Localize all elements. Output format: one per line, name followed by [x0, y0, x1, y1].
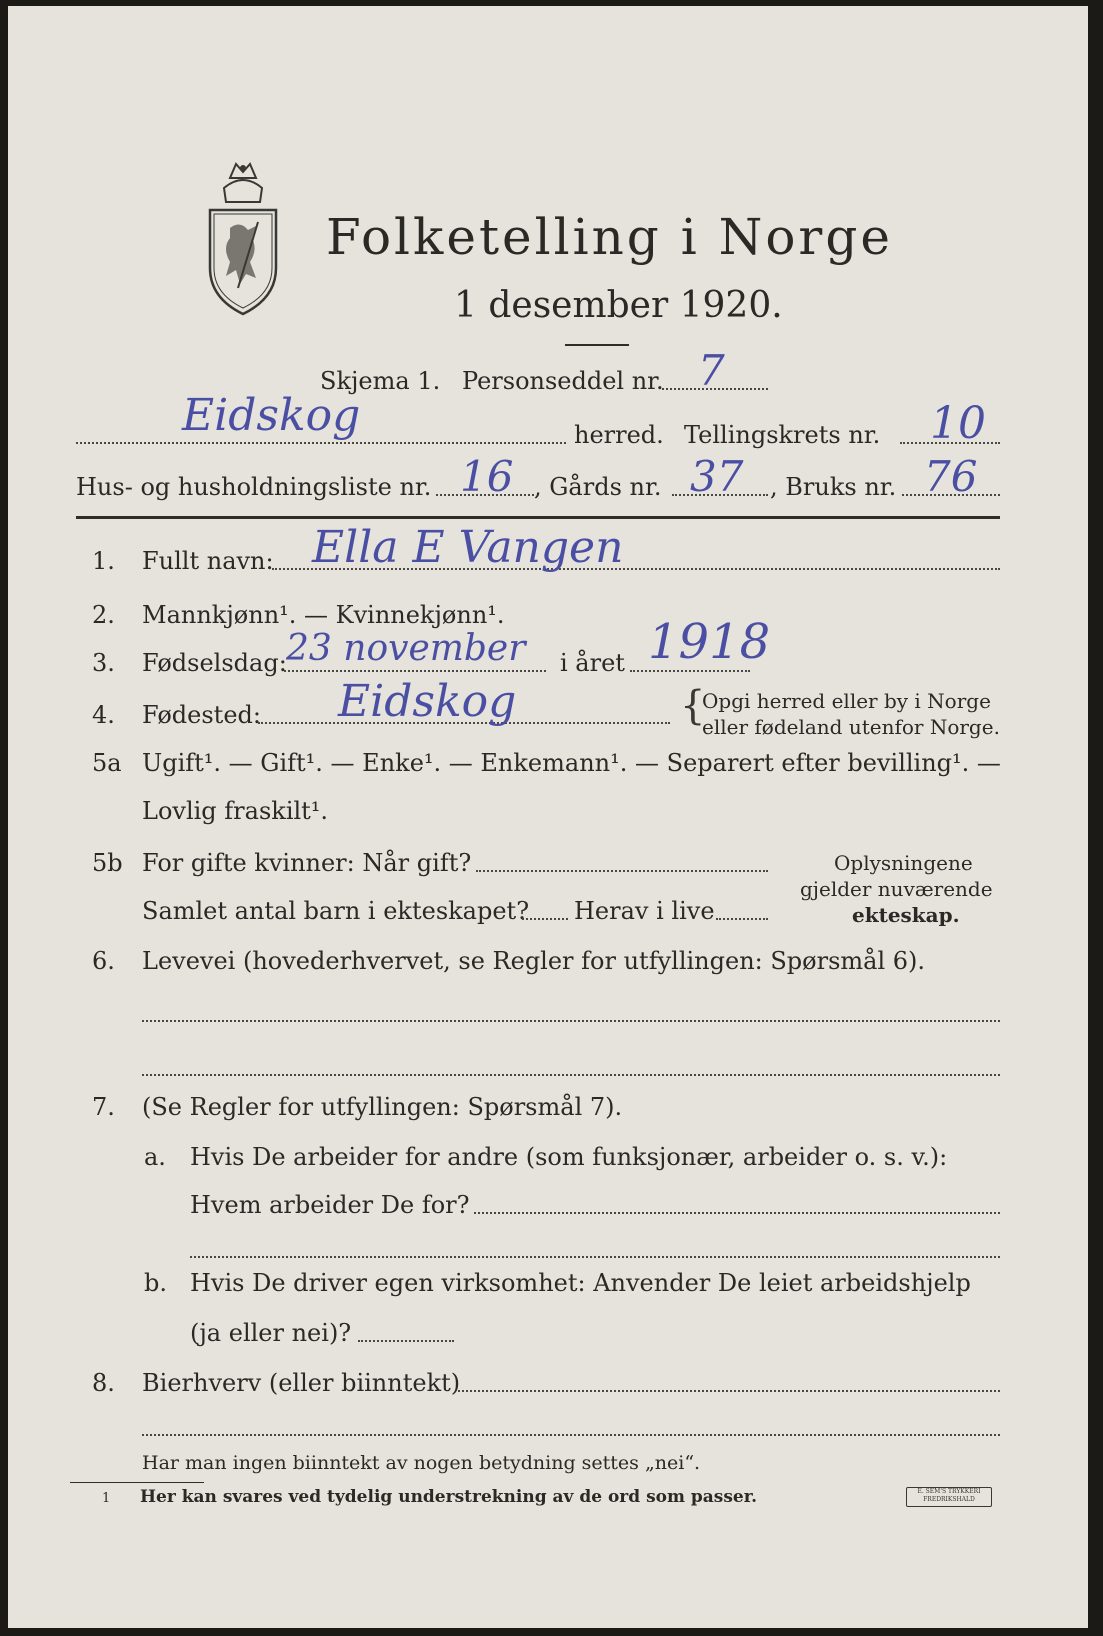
- q6-label: Levevei (hovederhvervet, se Regler for utfyllingen: Spørsmål 6).: [142, 947, 926, 975]
- footnote-text: Her kan svares ved tydelig understrekning av de ord som passer.: [140, 1487, 758, 1507]
- q3-date-line: [284, 670, 546, 672]
- footnote-mark: 1: [102, 1491, 111, 1506]
- q5b-note-line2: [800, 876, 993, 902]
- q3-label: Fødselsdag:: [142, 649, 287, 677]
- q2-number: 2.: [92, 601, 115, 629]
- q6-number: 6.: [92, 947, 115, 975]
- q7a-line1: Hvis De arbeider for andre (som funksjonær, arbeider o. s. v.):: [190, 1143, 948, 1171]
- q5b-line2a: Samlet antal barn i ekteskapet?: [142, 897, 530, 925]
- printer-stamp: E. SEM'S TRYKKERI FREDRIKSHALD: [906, 1487, 992, 1507]
- q8-label: Bierhverv (eller biinntekt): [142, 1369, 461, 1397]
- section-divider: [76, 516, 1000, 519]
- q5a-line2: Lovlig fraskilt¹.: [142, 797, 329, 825]
- q5b-alive-line: [716, 918, 768, 920]
- q5a-number: 5a: [92, 749, 122, 777]
- q5a-line1: Ugift¹. — Gift¹. — Enke¹. — Enkemann¹. — Separert efter bevilling¹. —: [142, 749, 1001, 777]
- tellingskrets-number: 10: [930, 398, 986, 449]
- q4-note-line2: eller fødeland utenfor Norge.: [702, 715, 1000, 739]
- q4-label: Fødested:: [142, 701, 261, 729]
- q8-line-2: [142, 1434, 1000, 1436]
- q4-birthplace-value: Eidskog: [338, 676, 517, 727]
- q5b-children-line: [522, 918, 568, 920]
- q3-date-value: 23 november: [286, 628, 526, 669]
- q7a-letter: a.: [144, 1143, 166, 1171]
- q8-line-1: [458, 1390, 1000, 1392]
- q7-number: 7.: [92, 1093, 115, 1121]
- q1-number: 1.: [92, 547, 115, 575]
- form-title: Folketelling i Norge: [326, 208, 893, 266]
- q3-year-label: i året: [560, 649, 625, 677]
- census-date: 1 desember 1920.: [454, 285, 783, 326]
- q7a-employer-line: [474, 1212, 1000, 1214]
- herred-value: Eidskog: [182, 390, 361, 441]
- coat-of-arms-icon: [200, 158, 286, 318]
- q6-line-1: [142, 1020, 1000, 1022]
- bleed-through-text: [748, 86, 754, 107]
- q7b-line1: Hvis De driver egen virksomhet: Anvender De leiet arbeidshjelp: [190, 1269, 971, 1297]
- q8-number: 8.: [92, 1369, 115, 1397]
- q5b-note-line2-text: gjelder nuværende: [800, 877, 993, 901]
- q4-note-line1: Opgi herred eller by i Norge: [702, 689, 991, 713]
- q5b-note-line3: ekteskap.: [852, 903, 960, 927]
- q4-number: 4.: [92, 701, 115, 729]
- q3-number: 3.: [92, 649, 115, 677]
- q7a-employer-line-2: [190, 1256, 1000, 1258]
- census-form: [8, 6, 1088, 1628]
- q1-label: Fullt navn:: [142, 547, 274, 575]
- bruks-label: , Bruks nr.: [770, 473, 897, 501]
- skjema-label: Skjema 1.: [320, 367, 441, 395]
- herred-label: herred.: [574, 421, 664, 449]
- q5b-number: 5b: [92, 849, 123, 877]
- q3-year-value: 1918: [648, 614, 771, 670]
- husliste-number: 16: [460, 452, 514, 501]
- q5b-line1: For gifte kvinner: Når gift?: [142, 849, 472, 877]
- footer-note: Har man ingen biinntekt av nogen betydning settes „nei“.: [142, 1452, 701, 1474]
- q7a-line2: Hvem arbeider De for?: [190, 1191, 470, 1219]
- q5b-line2b: Herav i live: [574, 897, 715, 925]
- tellingskrets-label: Tellingskrets nr.: [684, 421, 881, 449]
- husliste-label: Hus- og husholdningsliste nr.: [76, 473, 432, 501]
- q7b-answer-line: [358, 1340, 454, 1342]
- q5b-married-line: [476, 870, 768, 872]
- herred-line: [76, 442, 566, 444]
- q4-brace: {: [680, 683, 706, 729]
- q1-name-value: Ella E Vangen: [312, 522, 624, 573]
- gards-label: , Gårds nr.: [534, 473, 662, 501]
- header-divider: [565, 344, 629, 346]
- q7b-letter: b.: [144, 1269, 167, 1297]
- q5b-note-line1: Oplysningene: [834, 851, 973, 875]
- footnote-rule: [70, 1482, 204, 1483]
- q2-label: Mannkjønn¹. — Kvinnekjønn¹.: [142, 601, 505, 629]
- q3-year-line: [630, 670, 750, 672]
- gards-number: 37: [690, 452, 744, 501]
- personseddel-label: Personseddel nr.: [462, 367, 664, 395]
- personseddel-number: 7: [698, 346, 725, 395]
- q7-label: (Se Regler for utfyllingen: Spørsmål 7).: [142, 1093, 623, 1121]
- q7b-line2: (ja eller nei)?: [190, 1319, 352, 1347]
- bruks-number: 76: [924, 452, 978, 501]
- q6-line-2: [142, 1074, 1000, 1076]
